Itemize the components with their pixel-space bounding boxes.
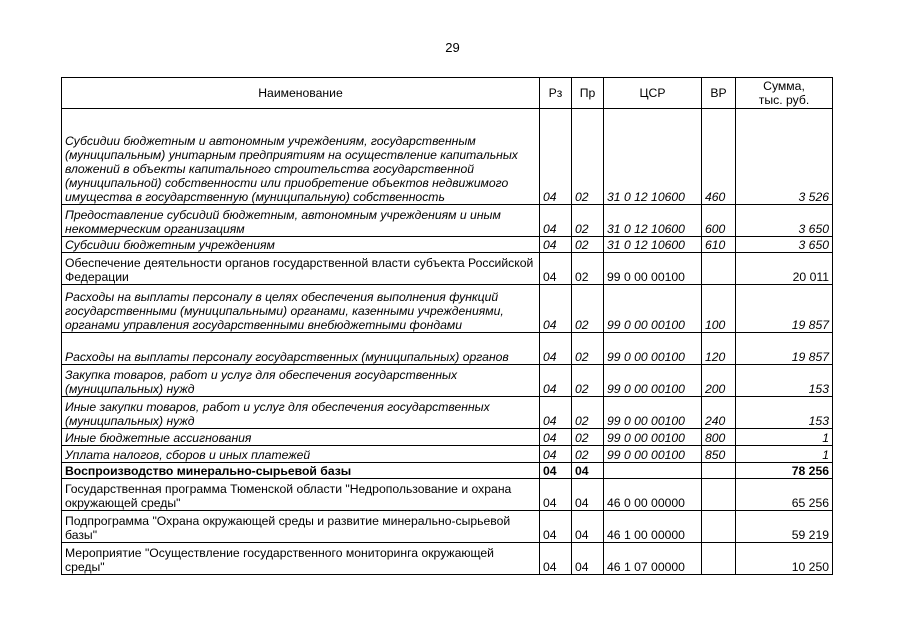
table-row — [62, 446, 833, 463]
row-sum: 3 650 — [736, 237, 833, 253]
row-pr: 02 — [572, 237, 604, 253]
row-pr: 02 — [572, 365, 604, 397]
row-csr: 46 1 07 00000 — [604, 543, 702, 575]
table-row — [62, 285, 833, 333]
table-row — [62, 253, 833, 285]
row-name: Государственная программа Тюменской области "Недропользование и охрана окружающей среды" — [62, 479, 540, 511]
header-sum-line1: Сумма, — [763, 79, 805, 93]
table-row — [62, 237, 833, 253]
header-sum — [736, 78, 833, 109]
table-row — [62, 333, 833, 365]
row-pr: 02 — [572, 397, 604, 429]
row-vr: 100 — [702, 285, 736, 333]
table-row — [62, 463, 833, 479]
row-rz: 04 — [540, 237, 572, 253]
row-vr — [702, 253, 736, 285]
header-name: Наименование — [62, 78, 540, 109]
row-sum: 20 011 — [736, 253, 833, 285]
row-vr — [702, 463, 736, 479]
row-pr: 04 — [572, 543, 604, 575]
table-row — [62, 479, 833, 511]
row-csr: 99 0 00 00100 — [604, 365, 702, 397]
row-rz: 04 — [540, 397, 572, 429]
header-csr: ЦСР — [604, 78, 702, 109]
table-row — [62, 429, 833, 446]
header-vr: ВР — [702, 78, 736, 109]
row-csr — [604, 463, 702, 479]
row-vr: 850 — [702, 446, 736, 463]
header-pr: Пр — [572, 78, 604, 109]
row-csr: 99 0 00 00100 — [604, 446, 702, 463]
row-pr: 02 — [572, 205, 604, 237]
row-csr: 99 0 00 00100 — [604, 333, 702, 365]
row-pr: 02 — [572, 285, 604, 333]
row-name: Мероприятие "Осуществление государственного мониторинга окружающей среды" — [62, 543, 540, 575]
row-pr: 02 — [572, 109, 604, 205]
header-sum-line2: тыс. руб. — [758, 93, 810, 107]
row-pr: 02 — [572, 253, 604, 285]
row-sum: 19 857 — [736, 285, 833, 333]
row-rz: 04 — [540, 285, 572, 333]
row-csr: 46 0 00 00000 — [604, 479, 702, 511]
row-csr: 99 0 00 00100 — [604, 397, 702, 429]
row-sum: 65 256 — [736, 479, 833, 511]
row-name: Субсидии бюджетным учреждениям — [62, 237, 540, 253]
table-row — [62, 397, 833, 429]
row-sum: 3 650 — [736, 205, 833, 237]
row-pr: 02 — [572, 429, 604, 446]
row-vr: 460 — [702, 109, 736, 205]
row-rz: 04 — [540, 333, 572, 365]
budget-table — [61, 77, 833, 575]
row-sum: 153 — [736, 397, 833, 429]
row-sum: 10 250 — [736, 543, 833, 575]
row-vr — [702, 543, 736, 575]
row-name: Воспроизводство минерально-сырьевой базы — [62, 463, 540, 479]
row-pr: 02 — [572, 333, 604, 365]
row-name: Иные закупки товаров, работ и услуг для обеспечения государственных (муниципальных) нужд — [62, 397, 540, 429]
row-vr: 800 — [702, 429, 736, 446]
row-rz: 04 — [540, 511, 572, 543]
row-csr: 31 0 12 10600 — [604, 109, 702, 205]
table-row — [62, 511, 833, 543]
row-vr — [702, 511, 736, 543]
row-name: Расходы на выплаты персоналу в целях обеспечения выполнения функций государственными (муниципальными) органами, казенными учреждениями, органами управления государственными внебюджетными фондами — [62, 285, 540, 333]
row-sum: 1 — [736, 446, 833, 463]
row-csr: 99 0 00 00100 — [604, 285, 702, 333]
row-sum: 3 526 — [736, 109, 833, 205]
row-csr: 46 1 00 00000 — [604, 511, 702, 543]
row-name: Уплата налогов, сборов и иных платежей — [62, 446, 540, 463]
table-row — [62, 109, 833, 205]
row-rz: 04 — [540, 446, 572, 463]
row-name: Субсидии бюджетным и автономным учреждениям, государственным (муниципальным) унитарным предприятиям на осуществление капитальных вложений в объекты капитального строительства государственной (муниципальной) собственности или приобретение объектов недвижимого имущества в государственную (муниципальную) собственность — [62, 109, 540, 205]
table-row — [62, 543, 833, 575]
row-rz: 04 — [540, 429, 572, 446]
row-rz: 04 — [540, 253, 572, 285]
row-name: Расходы на выплаты персоналу государственных (муниципальных) органов — [62, 333, 540, 365]
row-csr: 99 0 00 00100 — [604, 429, 702, 446]
row-vr: 200 — [702, 365, 736, 397]
row-rz: 04 — [540, 109, 572, 205]
row-pr: 04 — [572, 479, 604, 511]
row-sum: 78 256 — [736, 463, 833, 479]
row-sum: 153 — [736, 365, 833, 397]
page-number: 29 — [445, 40, 460, 55]
row-pr: 02 — [572, 446, 604, 463]
row-vr — [702, 479, 736, 511]
row-pr: 04 — [572, 511, 604, 543]
row-pr: 04 — [572, 463, 604, 479]
row-csr: 99 0 00 00100 — [604, 253, 702, 285]
row-rz: 04 — [540, 463, 572, 479]
table-header-row — [62, 78, 833, 109]
header-rz: Рз — [540, 78, 572, 109]
row-vr: 610 — [702, 237, 736, 253]
row-name: Обеспечение деятельности органов государственной власти субъекта Российской Федерации — [62, 253, 540, 285]
row-name: Подпрограмма "Охрана окружающей среды и развитие минерально-сырьевой базы" — [62, 511, 540, 543]
row-csr: 31 0 12 10600 — [604, 237, 702, 253]
row-rz: 04 — [540, 543, 572, 575]
row-name: Иные бюджетные ассигнования — [62, 429, 540, 446]
row-sum: 19 857 — [736, 333, 833, 365]
row-csr: 31 0 12 10600 — [604, 205, 702, 237]
row-vr: 120 — [702, 333, 736, 365]
row-vr: 600 — [702, 205, 736, 237]
row-rz: 04 — [540, 479, 572, 511]
row-rz: 04 — [540, 205, 572, 237]
row-sum: 1 — [736, 429, 833, 446]
table-row — [62, 365, 833, 397]
row-name: Закупка товаров, работ и услуг для обеспечения государственных (муниципальных) нужд — [62, 365, 540, 397]
row-rz: 04 — [540, 365, 572, 397]
row-vr: 240 — [702, 397, 736, 429]
row-name: Предоставление субсидий бюджетным, автономным учреждениям и иным некоммерческим организациям — [62, 205, 540, 237]
table-row — [62, 205, 833, 237]
row-sum: 59 219 — [736, 511, 833, 543]
